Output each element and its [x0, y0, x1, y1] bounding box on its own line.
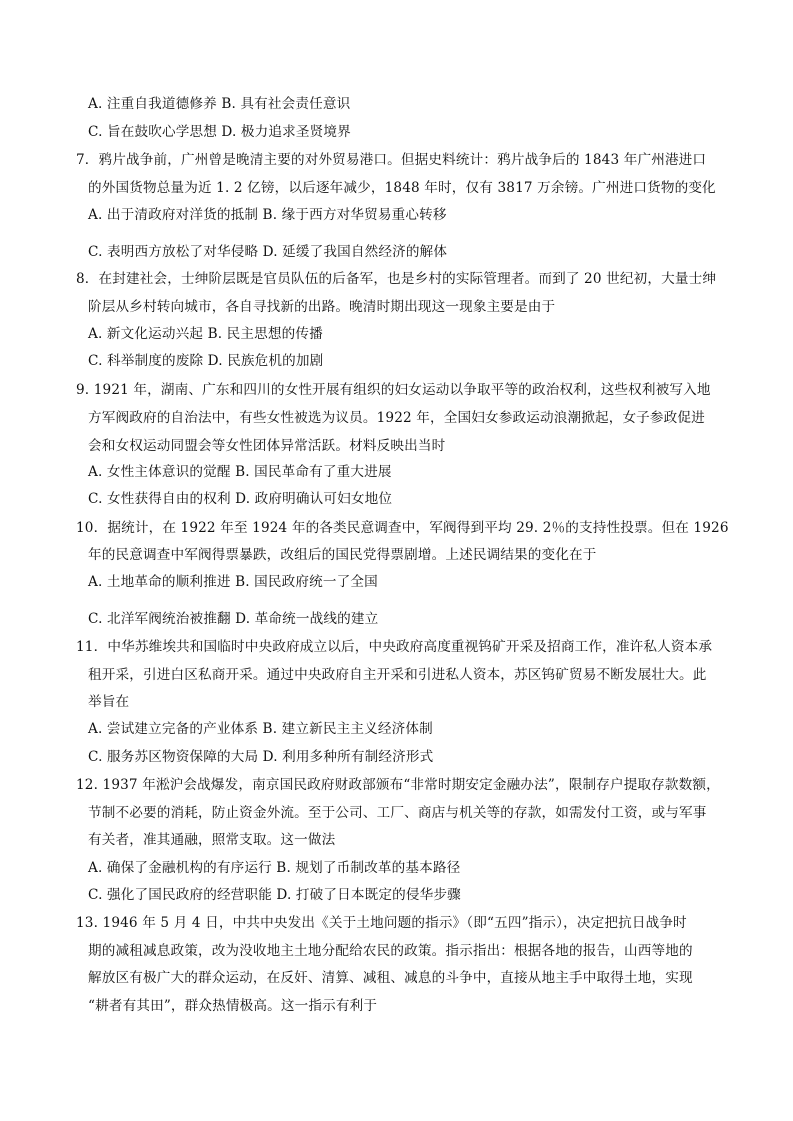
q12-stem-line1: 12. 1937 年淞沪会战爆发，南京国民政府财政部颁布“非常时期安定金融办法”，限制存户提取存款数额， [76, 777, 720, 793]
q7-stem-line2: 的外国货物总量为近 1. 2 亿镑，以后逐年减少，1848 年时，仅有 3817 万余镑。广州进口货物的变化 [88, 180, 716, 196]
q11-options-ab: A. 尝试建立完备的产业体系 B. 建立新民主主义经济体制 [88, 721, 433, 737]
q6-options-ab: A. 注重自我道德修养 B. 具有社会责任意识 [88, 96, 351, 112]
q9-stem-line1: 9. 1921 年，湖南、广东和四川的女性开展有组织的妇女运动以争取平等的政治权利，这些权利被写入地 [76, 382, 711, 398]
q8-options-ab: A. 新文化运动兴起 B. 民主思想的传播 [88, 326, 323, 342]
q9-stem-line2: 方军阀政府的自治法中，有些女性被选为议员。1922 年，全国妇女参政运动浪潮掀起，女子参政促进 [88, 410, 705, 426]
q11-stem-line1: 11．中华苏维埃共和国临时中央政府成立以后，中央政府高度重视钨矿开采及招商工作，准许私人资本承 [76, 639, 713, 655]
q10-options-cd: C. 北洋军阀统治被推翻 D. 革命统一战线的建立 [88, 611, 379, 627]
q8-stem-line2: 阶层从乡村转向城市，各自寻找新的出路。晚清时期出现这一现象主要是由于 [88, 299, 556, 315]
q9-stem-line3: 会和女权运动同盟会等女性团体异常活跃。材料反映出当时 [88, 438, 446, 454]
q13-stem-line3: 解放区有极广大的群众运动，在反奸、清算、减租、减息的斗争中，直接从地主手中取得土地，实现 [88, 970, 693, 986]
q9-options-ab: A. 女性主体意识的觉醒 B. 国民革命有了重大进展 [88, 464, 392, 480]
q10-stem-line2: 年的民意调查中军阀得票暴跌，改组后的国民党得票剧增。上述民调结果的变化在于 [88, 547, 597, 563]
q7-options-ab: A. 出于清政府对洋货的抵制 B. 缘于西方对华贸易重心转移 [88, 207, 447, 223]
q11-stem-line2: 租开采，引进白区私商开采。通过中央政府自主开采和引进私人资本，苏区钨矿贸易不断发展壮大。此 [88, 667, 707, 683]
q10-options-ab: A. 土地革命的顺利推进 B. 国民政府统一了全国 [88, 574, 378, 590]
q11-options-cd: C. 服务苏区物资保障的大局 D. 利用多种所有制经济形式 [88, 749, 434, 765]
q11-stem-line3: 举旨在 [88, 694, 130, 710]
q7-options-cd: C. 表明西方放松了对华侵略 D. 延缓了我国自然经济的解体 [88, 244, 448, 260]
q12-stem-line3: 有关者，准其通融，照常支取。这一做法 [88, 832, 336, 848]
q13-stem-line1: 13. 1946 年 5 月 4 日，中共中央发出《关于土地问题的指示》（即“五四”指示），决定把抗日战争时 [76, 915, 687, 931]
q10-stem-line1: 10．据统计，在 1922 年至 1924 年的各类民意调查中，军阀得到平均 29. 2％的支持性投票。但在 1926 [76, 520, 729, 536]
q7-stem-line1: 7．鸦片战争前，广州曾是晚清主要的对外贸易港口。但据史料统计：鸦片战争后的 1843 年广州港进口 [76, 152, 707, 168]
q13-stem-line4: “耕者有其田”，群众热情极高。这一指示有利于 [88, 998, 378, 1014]
q9-options-cd: C. 女性获得自由的权利 D. 政府明确认可妇女地位 [88, 491, 393, 507]
q12-options-ab: A. 确保了金融机构的有序运行 B. 规划了币制改革的基本路径 [88, 860, 461, 876]
q12-options-cd: C. 强化了国民政府的经营职能 D. 打破了日本既定的侵华步骤 [88, 887, 461, 903]
q8-stem-line1: 8．在封建社会，士绅阶层既是官员队伍的后备军，也是乡村的实际管理者。而到了 20 世纪初，大量士绅 [76, 271, 717, 287]
q13-stem-line2: 期的减租减息政策，改为没收地主土地分配给农民的政策。指示指出：根据各地的报告，山西等地的 [88, 943, 693, 959]
q12-stem-line2: 节制不必要的消耗，防止资金外流。至于公司、工厂、商店与机关等的存款，如需发付工资，或与军事 [88, 805, 707, 821]
q6-options-cd: C. 旨在鼓吹心学思想 D. 极力追求圣贤境界 [88, 124, 351, 140]
q8-options-cd: C. 科举制度的废除 D. 民族危机的加剧 [88, 353, 324, 369]
